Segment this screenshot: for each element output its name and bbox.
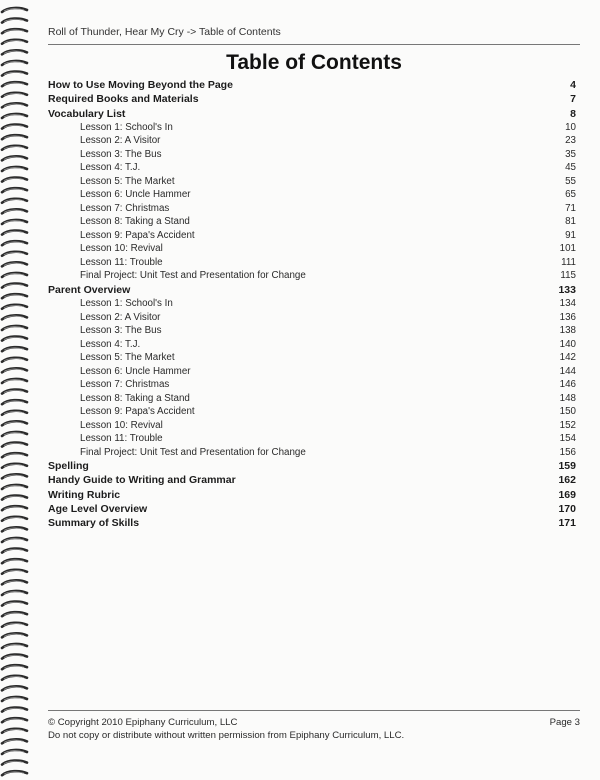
toc-lesson-entry	[48, 419, 576, 433]
toc-entry-page: 133	[558, 283, 576, 296]
toc-entry-label: Lesson 6: Uncle Hammer	[80, 189, 191, 201]
toc-entry-label: Lesson 4: T.J.	[80, 162, 141, 174]
toc-entry-page: 171	[558, 517, 576, 530]
toc-section-entry	[48, 107, 576, 121]
toc-entry-page: 111	[561, 256, 576, 268]
toc-entry-label: Parent Overview	[48, 283, 131, 296]
toc-entry-label: Final Project: Unit Test and Presentation for Change	[80, 270, 306, 282]
running-head: Roll of Thunder, Hear My Cry -> Table of Contents	[48, 26, 580, 45]
toc-entry-page: 55	[565, 175, 576, 187]
toc-entry-label: Vocabulary List	[48, 107, 126, 120]
toc-lesson-entry	[48, 446, 576, 460]
toc-entry-label: Required Books and Materials	[48, 93, 199, 106]
toc-entry-page: 140	[559, 338, 576, 350]
toc-entry-label: Lesson 8: Taking a Stand	[80, 216, 190, 228]
toc-entry-label: Lesson 10: Revival	[80, 419, 163, 431]
toc-lesson-entry	[48, 202, 576, 216]
toc-lesson-entry	[48, 378, 576, 392]
toc-entry-label: Lesson 7: Christmas	[80, 202, 170, 214]
toc-entry-page: 10	[565, 121, 576, 133]
page-footer	[48, 710, 580, 742]
toc-entry-label: Lesson 4: T.J.	[80, 338, 141, 350]
toc-lesson-entry	[48, 175, 576, 189]
toc-lesson-entry	[48, 405, 576, 419]
toc-entry-page: 4	[570, 79, 576, 91]
toc-section-entry	[48, 473, 576, 487]
toc-entry-page: 154	[559, 433, 576, 445]
toc-entry-page: 134	[559, 298, 576, 310]
toc-entry-page: 45	[565, 162, 576, 174]
toc-entry-label: How to Use Moving Beyond the Page	[48, 79, 233, 91]
toc-entry-label: Lesson 10: Revival	[80, 243, 163, 255]
toc-lesson-entry	[48, 351, 576, 365]
toc-lesson-entry	[48, 134, 576, 148]
toc-entry-label: Summary of Skills	[48, 517, 140, 530]
toc-entry-page: 101	[559, 243, 576, 255]
toc-lesson-entry	[48, 392, 576, 406]
toc-entry-label: Writing Rubric	[48, 488, 121, 501]
table-of-contents	[48, 78, 576, 531]
toc-entry-label: Lesson 9: Papa's Accident	[80, 229, 195, 241]
toc-entry-page: 142	[559, 352, 576, 364]
toc-entry-label: Lesson 1: School's In	[80, 298, 173, 310]
toc-lesson-entry	[48, 148, 576, 162]
toc-entry-label: Lesson 2: A Visitor	[80, 135, 161, 147]
toc-lesson-entry	[48, 229, 576, 243]
toc-entry-label: Lesson 5: The Market	[80, 352, 175, 364]
copy-notice: Do not copy or distribute without written permission from Epiphany Curriculum, LLC.	[48, 729, 405, 741]
toc-section-entry	[48, 92, 576, 106]
toc-entry-page: 159	[558, 460, 576, 473]
toc-lesson-entry	[48, 188, 576, 202]
toc-lesson-entry	[48, 324, 576, 338]
toc-entry-label: Age Level Overview	[48, 503, 148, 516]
toc-entry-label: Handy Guide to Writing and Grammar	[48, 474, 236, 487]
toc-lesson-entry	[48, 242, 576, 256]
toc-entry-page: 8	[570, 107, 576, 120]
toc-section-entry	[48, 488, 576, 502]
spiral-binding-icon	[0, 2, 34, 778]
toc-entry-page: 115	[560, 270, 576, 282]
toc-entry-label: Lesson 7: Christmas	[80, 379, 170, 391]
toc-entry-page: 170	[558, 503, 576, 516]
toc-entry-label: Lesson 9: Papa's Accident	[80, 406, 195, 418]
toc-entry-page: 146	[559, 379, 576, 391]
toc-entry-label: Lesson 3: The Bus	[80, 325, 162, 337]
toc-entry-page: 35	[565, 148, 576, 160]
toc-entry-label: Lesson 2: A Visitor	[80, 311, 161, 323]
toc-entry-label: Final Project: Unit Test and Presentation for Change	[80, 446, 306, 458]
toc-lesson-entry	[48, 297, 576, 311]
toc-entry-page: 65	[565, 189, 576, 201]
toc-lesson-entry	[48, 256, 576, 270]
page-title: Table of Contents	[226, 51, 402, 74]
toc-section-entry	[48, 502, 576, 516]
toc-section-entry	[48, 459, 576, 473]
toc-entry-page: 138	[559, 325, 576, 337]
toc-lesson-entry	[48, 161, 576, 175]
toc-entry-page: 169	[558, 488, 576, 501]
toc-entry-page: 148	[559, 392, 576, 404]
toc-entry-label: Lesson 1: School's In	[80, 121, 173, 133]
toc-entry-label: Lesson 8: Taking a Stand	[80, 392, 190, 404]
toc-lesson-entry	[48, 311, 576, 325]
toc-section-entry	[48, 78, 576, 92]
toc-lesson-entry	[48, 215, 576, 229]
toc-entry-page: 150	[559, 406, 576, 418]
toc-entry-page: 156	[559, 446, 576, 458]
toc-entry-page: 71	[565, 202, 576, 214]
toc-lesson-entry	[48, 432, 576, 446]
toc-entry-label: Lesson 11: Trouble	[80, 256, 163, 268]
toc-section-entry	[48, 283, 576, 297]
copyright-text: © Copyright 2010 Epiphany Curriculum, LLC	[48, 717, 238, 728]
toc-entry-page: 152	[559, 419, 576, 431]
toc-entry-label: Lesson 5: The Market	[80, 175, 175, 187]
toc-entry-page: 23	[565, 135, 576, 147]
page-number: Page 3	[549, 717, 580, 728]
toc-lesson-entry	[48, 121, 576, 135]
toc-entry-label: Lesson 3: The Bus	[80, 148, 162, 160]
toc-entry-page: 7	[570, 93, 576, 106]
toc-entry-label: Lesson 6: Uncle Hammer	[80, 365, 191, 377]
toc-entry-page: 91	[565, 229, 576, 241]
toc-entry-page: 144	[559, 365, 576, 377]
toc-entry-label: Lesson 11: Trouble	[80, 433, 163, 445]
toc-entry-label: Spelling	[48, 460, 89, 473]
toc-entry-page: 162	[558, 474, 576, 487]
toc-lesson-entry	[48, 365, 576, 379]
toc-lesson-entry	[48, 269, 576, 283]
toc-entry-page: 136	[559, 311, 576, 323]
toc-lesson-entry	[48, 338, 576, 352]
toc-section-entry	[48, 516, 576, 530]
toc-entry-page: 81	[565, 216, 576, 228]
